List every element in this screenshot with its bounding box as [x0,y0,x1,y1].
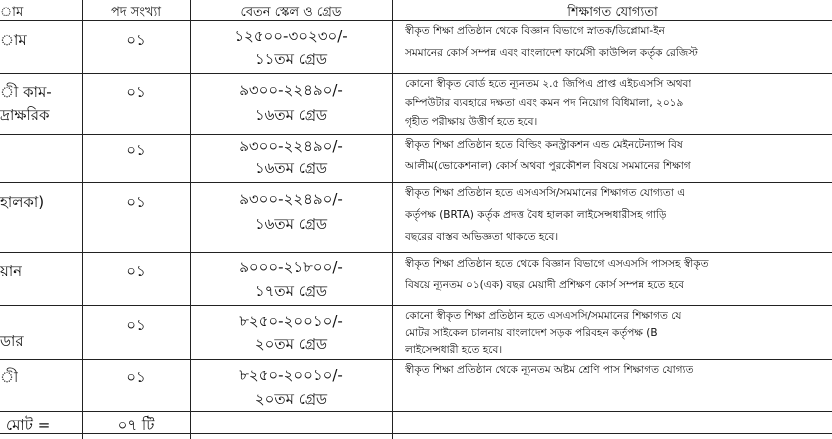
qualification-line: স্বীকৃত শিক্ষা প্রতিষ্ঠান হতে থেকে বিজ্ঞান বিভাগে এসএসসি পাসসহ স্বীকৃত [405,258,709,270]
qualification-line: কোনো স্বীকৃত বোর্ড হতে ন্যূনতম ২.৫ জিপিএ প্রাপ্ত এইচএসসি অথবা [405,78,692,90]
post-name: ী [0,368,19,386]
post-count: ০১ [126,31,146,49]
qualification-line: কর্তৃপক্ষ (BRTA) কর্তৃক প্রদত্ত বৈধ হালকা লাইসেন্সধারীসহ গাড়ি [405,209,667,221]
row-divider [0,411,832,412]
header-post: াম [0,5,24,20]
pay-scale: ৮২৫০-২০০১০/- [239,312,343,330]
qualification-line: লাইসেন্সধারী হতে হবে। [405,344,503,356]
qualification-line: মোটর সাইকেল চালনায় বাংলাদেশ সড়ক পরিবহন কর্তৃপক্ষ (B [405,327,658,339]
qualification-line: কোনো স্বীকৃত শিক্ষা প্রতিষ্ঠান হতে এসএসসি/সমমানের শিক্ষাগত যে [405,310,682,322]
qualification-line: বছরের বাস্তব অভিজ্ঞতা থাকতে হবে। [405,231,559,243]
post-name: দ্রাক্ষরিক [0,106,50,124]
header-count: পদ সংখ্যা [110,5,162,20]
post-count: ০১ [126,316,146,334]
post-name: াম [0,31,27,49]
qualification-line: আলীম(ভোকেশনাল) কোর্স অথবা পুরকৌশল বিষয়ে সমমানের শিক্ষাগ [405,160,691,172]
grade: ১৭তম গ্রেড [254,282,328,300]
qualification-line: কম্পিউটার ব্যবহারে দক্ষতা এবং কমন পদ নিয়োগ বিধিমালা, ২০১৯ [405,97,684,109]
post-count: ০১ [126,262,146,280]
grade: ২০তম গ্রেড [254,335,328,353]
post-count: ০১ [126,141,146,159]
qualification-line: স্বীকৃত শিক্ষা প্রতিষ্ঠান হতে বিল্ডিং কনস্ট্রাকশন এন্ড মেইনটেন্যান্স বিষ [405,139,683,151]
post-count: ০১ [126,193,146,211]
post-count: ০১ [126,368,146,386]
post-name: ডার [0,332,24,350]
grade: ১৬তম গ্রেড [254,106,328,124]
column-divider [392,0,393,439]
grade: ১৬তম গ্রেড [254,159,328,177]
total-label: মোট = [6,416,51,434]
qualification-line: স্বীকৃত শিক্ষা প্রতিষ্ঠান থেকে ন্যূনতম অষ্টম শ্রেণি পাস শিক্ষাগত যোগ্যত [405,364,694,376]
pay-scale: ৯০০০-২১৮০০/- [239,258,343,276]
pay-scale: ৯৩০০-২২৪৯০/- [239,137,343,155]
pay-scale: ৯৩০০-২২৪৯০/- [239,81,343,99]
header-scale: বেতন স্কেল ও গ্রেড [240,5,342,20]
qualification-line: সমমানের কোর্স সম্পন্ন এবং বাংলাদেশ ফার্মেসী কাউন্সিল কর্তৃক রেজিস্ট [405,47,698,59]
post-name: হালকা) [0,193,45,211]
qualification-line: বিষয়ে ন্যূনতম ০১(এক) বছর মেয়াদী প্রশিক্ষণ কোর্স সম্পন্ন হতে হবে [405,279,685,291]
qualification-line: স্বীকৃত শিক্ষা প্রতিষ্ঠান থেকে বিজ্ঞান বিভাগে স্নাতক/ডিপ্লোমা-ইন [405,25,665,37]
total-value: ০৭ টি [117,416,155,434]
grade: ১৬তম গ্রেড [254,215,328,233]
qualification-line: গৃহীত পরীক্ষায় উত্তীর্ণ হতে হবে। [405,116,538,128]
pay-scale: ১২৫০০-৩০২৩০/- [234,27,348,45]
post-name: য়ান [0,262,23,280]
qualification-line: স্বীকৃত শিক্ষা প্রতিষ্ঠান হতে এসএসসি/সমমানের শিক্ষাগত যোগ্যতা এ [405,187,686,199]
header-qualification: শিক্ষাগত যোগ্যতা [567,5,658,20]
pay-scale: ৯৩০০-২২৪৯০/- [239,190,343,208]
post-name: ী কাম- [0,83,52,101]
grade: ২০তম গ্রেড [254,390,328,408]
post-count: ০১ [126,83,146,101]
grade: ১১তম গ্রেড [254,50,328,68]
pay-scale: ৮২৫০-২০০১০/- [239,366,343,384]
